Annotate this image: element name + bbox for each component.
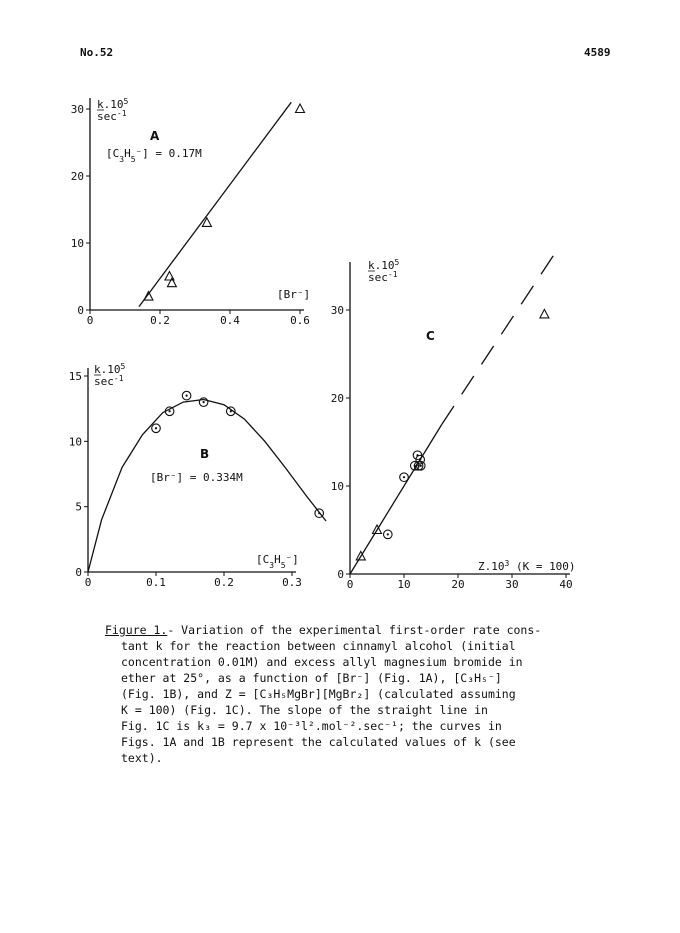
panel-b [69, 362, 326, 590]
caption-line: tant k for the reaction between cinnamyl alcohol (initial [121, 639, 516, 653]
caption-line: (Fig. 1B), and Z = [C₃H₅MgBr][MgBr₂] (calculated assuming [121, 687, 516, 701]
data-point-center [403, 476, 405, 478]
caption-line: Figure 1.- Variation of the experimental first-order rate cons- [105, 623, 542, 637]
page-number: 4589 [584, 46, 611, 59]
x-tick-label: 0.6 [290, 314, 310, 327]
fit-line [350, 424, 442, 574]
caption-figure-label: Figure 1. [105, 623, 168, 637]
panel-a [71, 97, 310, 328]
x-tick-label: 0.1 [146, 576, 166, 589]
y-axis-label: $k.10^5$ [94, 361, 126, 376]
panel-c [331, 253, 576, 591]
caption-line: K = 100) (Fig. 1C). The slope of the straight line in [121, 703, 488, 717]
x-axis-label: $Z.10^3$ (K = 100) [478, 558, 576, 573]
x-axis-label: [Br⁻] [277, 288, 311, 301]
y-axis-label: $k.10^5$ [97, 96, 129, 111]
y-tick-label: 30 [330, 304, 344, 317]
y-tick-label: 20 [70, 170, 84, 183]
data-point-center [186, 395, 188, 397]
panel-label: C [426, 329, 435, 343]
x-tick-label: 0.3 [282, 576, 302, 589]
data-point-triangle [540, 309, 549, 318]
y-tick-label: 30 [70, 103, 84, 116]
x-tick-label: 30 [505, 578, 519, 591]
data-point-center [203, 401, 205, 403]
concentration-annotation: $[C_3H_5^-] = 0.17M$ [106, 147, 202, 164]
data-point-center [318, 512, 320, 514]
x-tick-label: 0.2 [150, 314, 170, 327]
caption-line: concentration 0.01M) and excess allyl magnesium bromide in [121, 655, 523, 669]
x-tick-label: 0 [346, 578, 354, 591]
y-tick-label: 5 [75, 500, 82, 514]
caption-line: Fig. 1C is k₃ = 9.7 x 10⁻³l².mol⁻².sec⁻¹; the curves in [121, 719, 502, 733]
data-point-center [387, 533, 389, 535]
x-tick-label: 0.4 [220, 314, 240, 327]
data-point-center [169, 410, 171, 412]
data-point-center [155, 427, 157, 429]
figure-caption [105, 622, 565, 766]
x-axis-label: $[C_3H_5^-]$ [256, 553, 299, 570]
concentration-annotation: [Br⁻] = 0.334M [150, 471, 243, 484]
data-point-center [420, 465, 422, 467]
panel-label: B [200, 447, 210, 461]
caption-line: Figs. 1A and 1B represent the calculated values of k (see [121, 735, 516, 749]
y-tick-label: 10 [330, 480, 344, 493]
data-point-center [419, 459, 421, 461]
data-point-center [417, 465, 419, 467]
data-point-triangle [296, 104, 305, 113]
fit-line [139, 102, 291, 306]
y-axis-unit: $\sec^{-1}$ [94, 373, 124, 388]
x-tick-label: 0 [86, 314, 94, 327]
y-axis-unit: $\sec^{-1}$ [97, 108, 127, 123]
y-tick-label: 0 [337, 568, 344, 581]
y-axis-label: $k.10^5$ [368, 257, 400, 272]
y-axis-unit: $\sec^{-1}$ [368, 269, 398, 284]
calculated-curve [88, 400, 326, 573]
x-tick-label: 20 [451, 578, 465, 591]
x-tick-label: 0.2 [214, 576, 234, 589]
data-point-center [230, 410, 232, 412]
x-tick-label: 40 [559, 578, 573, 591]
y-tick-label: 10 [70, 237, 84, 250]
panel-label: A [150, 129, 160, 143]
y-tick-label: 15 [68, 370, 82, 383]
x-tick-label: 10 [397, 578, 411, 591]
y-tick-label: 20 [330, 392, 344, 405]
x-tick-label: 0 [84, 576, 92, 589]
extrapolated-line [442, 253, 555, 425]
journal-issue: No.52 [80, 46, 114, 59]
y-tick-label: 0 [77, 304, 84, 317]
y-tick-label: 0 [75, 566, 82, 579]
caption-line: text). [121, 751, 163, 765]
caption-line: ether at 25°, as a function of [Br⁻] (Fig. 1A), [C₃H₅⁻] [121, 671, 502, 685]
y-tick-label: 10 [68, 435, 82, 449]
